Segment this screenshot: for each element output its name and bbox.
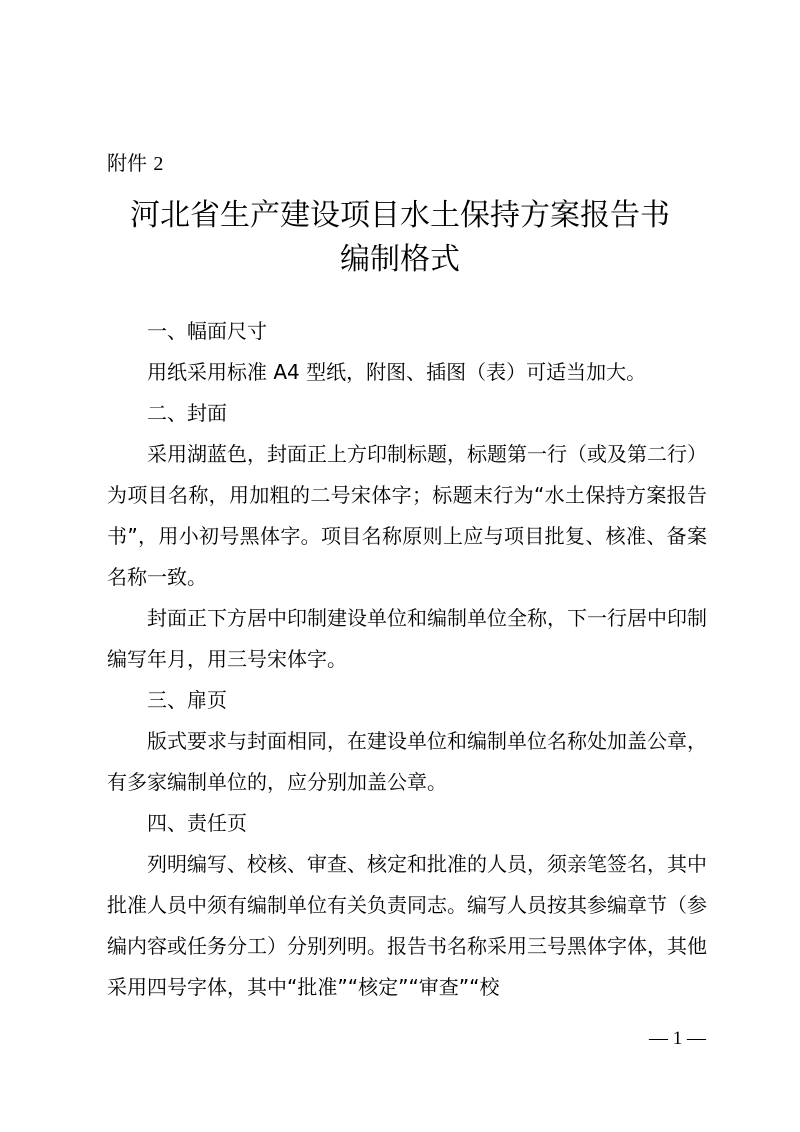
title-line-2: 编制格式 — [340, 242, 460, 277]
section-heading-cover: 二、封面 — [147, 401, 227, 425]
document-body — [107, 311, 707, 1008]
section-heading-title-page: 三、扉页 — [147, 688, 227, 712]
paragraph-cover-title: 采用湖蓝色，封面正上方印制标题，标题第一行（或及第二行）为项目名称，用加粗的二号宋体字；标题末行为“水土保持方案报告书”，用小初号黑体字。项目名称原则上应与项目批复、核准、备案名称一致。 — [107, 442, 707, 589]
section-heading-responsibility: 四、责任页 — [147, 811, 247, 835]
document-title — [0, 194, 800, 282]
attachment-label — [107, 146, 163, 181]
paragraph-title-page: 版式要求与封面相同，在建设单位和编制单位名称处加盖公章，有多家编制单位的，应分别加盖公章。 — [107, 729, 707, 794]
paragraph-cover-bottom: 封面正下方居中印制建设单位和编制单位全称，下一行居中印制编写年月，用三号宋体字。 — [107, 606, 707, 671]
page-number: — 1 — — [649, 1028, 706, 1049]
paragraph-responsibility: 列明编写、校核、审查、核定和批准的人员，须亲笔签名，其中批准人员中须有编制单位有关负责同志。编写人员按其参编章节（参编内容或任务分工）分别列明。报告书名称采用三号黑体字体，其他采用四号字体，其中“批准”“核定”“审查”“校 — [107, 852, 707, 999]
section-heading-size: 一、幅面尺寸 — [147, 319, 267, 343]
title-line-1: 河北省生产建设项目水土保持方案报告书 — [130, 198, 670, 233]
attachment-label-text: 附件 — [107, 151, 147, 175]
paragraph-paper-size: 用纸采用标准 A4 型纸，附图、插图（表）可适当加大。 — [147, 360, 647, 384]
attachment-number: 2 — [153, 153, 164, 175]
